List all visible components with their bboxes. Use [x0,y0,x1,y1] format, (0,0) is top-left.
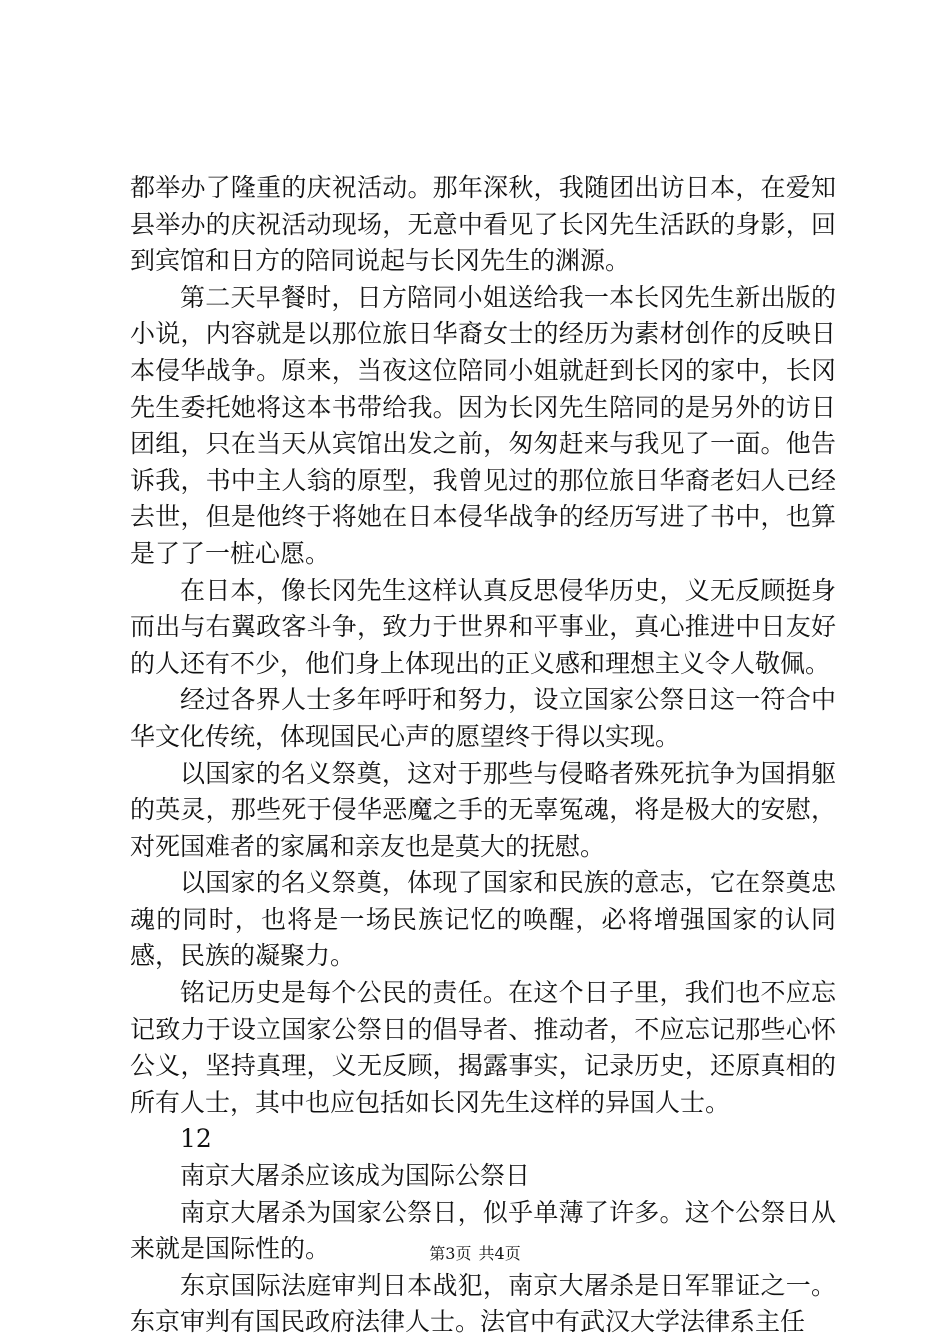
paragraph-5: 以国家的名义祭奠，这对于那些与侵略者殊死抗争为国捐躯的英灵，那些死于侵华恶魔之手的无辜冤魂，将是极大的安慰，对死国难者的家属和亲友也是莫大的抚慰。 [130,758,836,861]
section-number: 12 [180,1124,212,1154]
paragraph-2: 第二天早餐时，日方陪同小姐送给我一本长冈先生新出版的小说，内容就是以那位旅日华裔女士的经历为素材创作的反映日本侵华战争。原来，当夜这位陪同小姐就赶到长冈的家中，长冈先生委托她将这本书带给我。因为长冈先生陪同的是另外的访日团组，只在当天从宾馆出发之前，匆匆赶来与我见了一面。他告诉我，书中主人翁的原型，我曾见过的那位旅日华裔老妇人已经去世，但是他终于将她在日本侵华战争的经历写进了书中，也算是了了一桩心愿。 [130,282,836,568]
paragraph-8: 南京大屠杀为国家公祭日，似乎单薄了许多。这个公祭日从来就是国际性的。 [130,1197,836,1264]
paragraph-3: 在日本，像长冈先生这样认真反思侵华历史，义无反顾挺身而出与右翼政客斗争，致力于世界和平事业，真心推进中日友好的人还有不少，他们身上体现出的正义感和理想主义令人敬佩。 [130,575,836,678]
paragraph-7: 铭记历史是每个公民的责任。在这个日子里，我们也不应忘记致力于设立国家公祭日的倡导者、推动者，不应忘记那些心怀公义，坚持真理，义无反顾，揭露事实，记录历史，还原真相的所有人士，其中也应包括如长冈先生这样的异国人士。 [130,978,836,1117]
page-total: 共4页 [478,1244,521,1263]
paragraph-4: 经过各界人士多年呼吁和努力，设立国家公祭日这一符合中华文化传统，体现国民心声的愿望终于得以实现。 [130,685,836,751]
paragraph-9: 东京国际法庭审判日本战犯，南京大屠杀是日军罪证之一。东京审判有国民政府法律人士。法官中有武汉大学法律系主任 [130,1270,836,1337]
section-heading: 南京大屠杀应该成为国际公祭日 [180,1161,531,1191]
paragraph-6: 以国家的名义祭奠，体现了国家和民族的意志，它在祭奠忠魂的同时，也将是一场民族记忆的唤醒，必将增强国家的认同感，民族的凝聚力。 [130,868,836,971]
page-number: 第3页 [429,1244,472,1263]
paragraph-1: 都举办了隆重的庆祝活动。那年深秋，我随团出访日本，在爱知县举办的庆祝活动现场，无意中看见了长冈先生活跃的身影，回到宾馆和日方的陪同说起与长冈先生的渊源。 [130,173,836,276]
document-body [130,170,836,1341]
page-footer [0,1244,950,1264]
